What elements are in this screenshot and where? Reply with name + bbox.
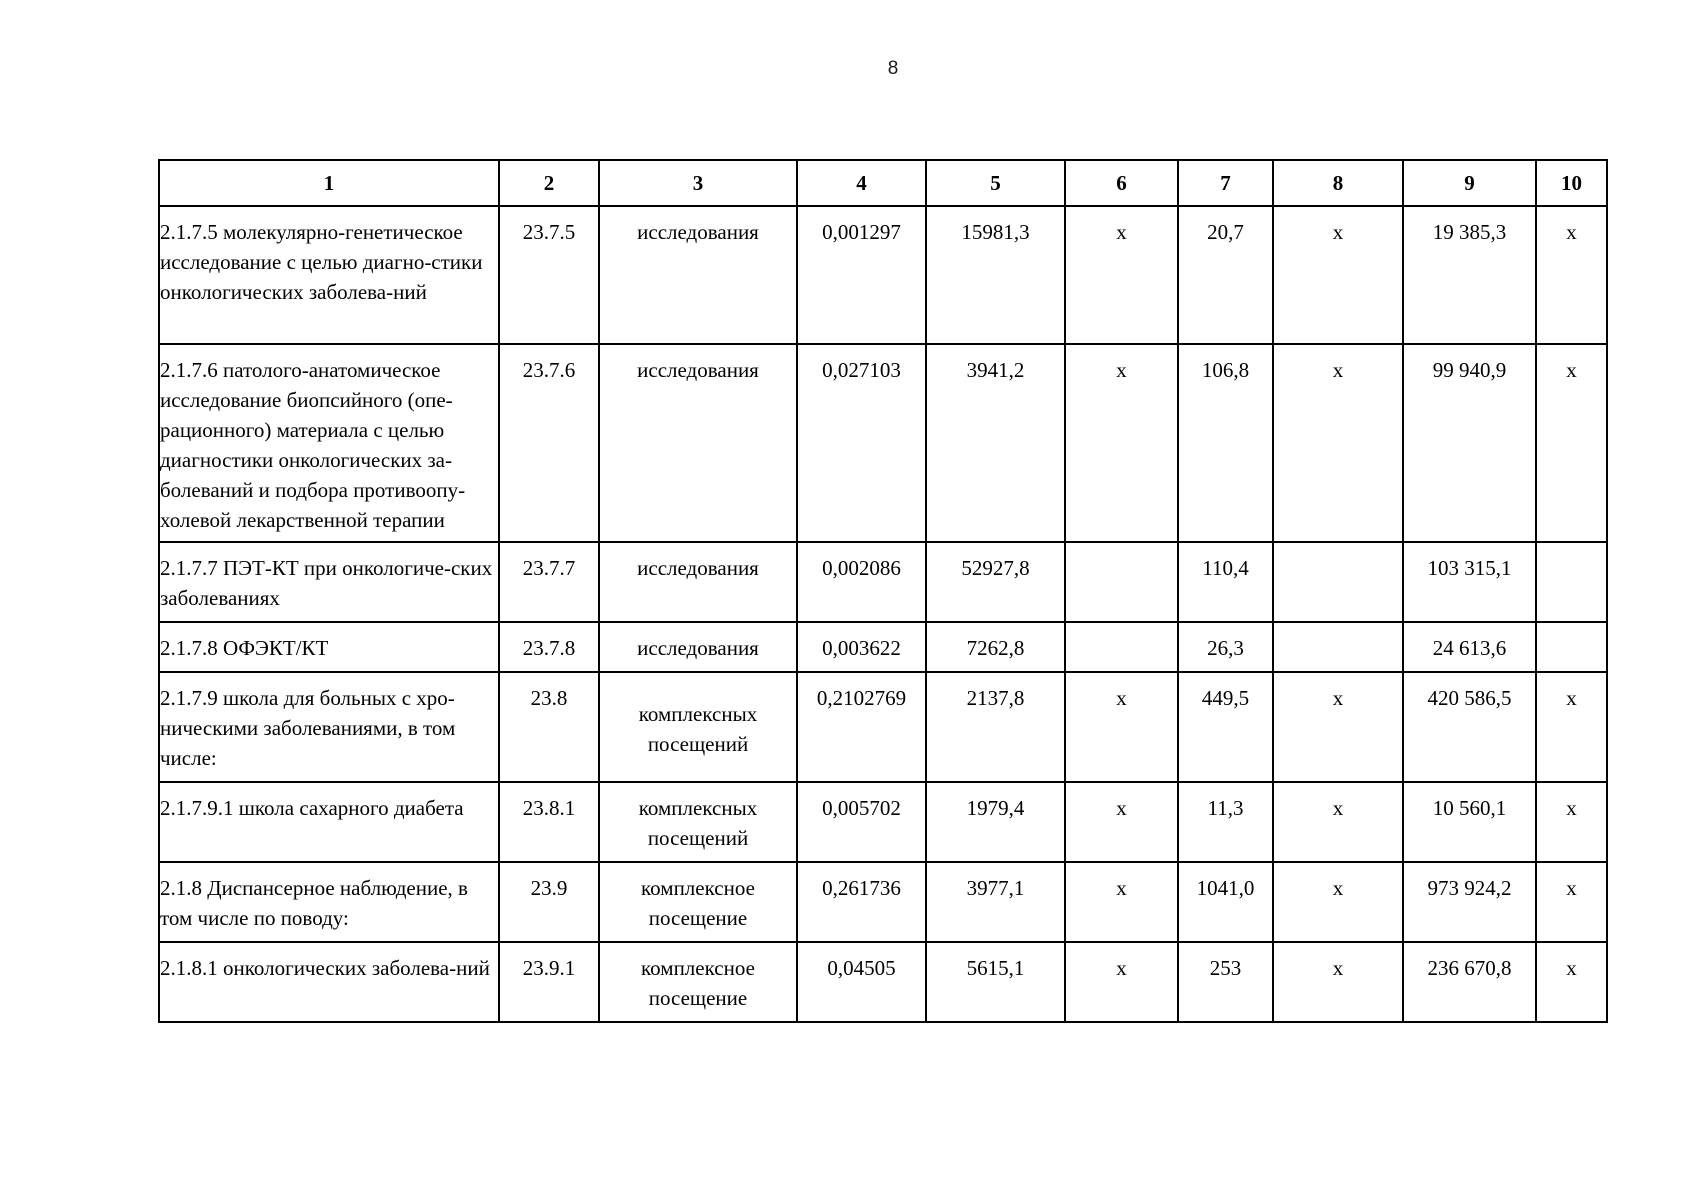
value-cell: 2137,8 — [926, 672, 1065, 782]
value-cell: 7262,8 — [926, 622, 1065, 672]
value-cell: 0,001297 — [797, 206, 926, 344]
value-cell: 106,8 — [1178, 344, 1273, 542]
value-cell: 3941,2 — [926, 344, 1065, 542]
value-cell: х — [1273, 206, 1403, 344]
value-cell: 253 — [1178, 942, 1273, 1022]
table-row — [159, 622, 1607, 672]
value-cell: х — [1536, 344, 1607, 542]
value-cell: х — [1273, 942, 1403, 1022]
table-row — [159, 672, 1607, 782]
value-cell: х — [1065, 206, 1178, 344]
unit-cell: комплексное посещение — [599, 942, 797, 1022]
unit-cell: комплексных посещений — [599, 672, 797, 782]
value-cell: х — [1536, 942, 1607, 1022]
unit-cell: исследования — [599, 622, 797, 672]
unit-cell: исследования — [599, 542, 797, 622]
column-header: 10 — [1536, 160, 1607, 206]
value-cell: х — [1273, 862, 1403, 942]
row-name-cell: 2.1.7.7 ПЭТ-КТ при онкологиче-ских заболеваниях — [159, 542, 499, 622]
value-cell: х — [1065, 942, 1178, 1022]
code-cell: 23.7.7 — [499, 542, 599, 622]
code-cell: 23.8 — [499, 672, 599, 782]
row-name-cell: 2.1.8.1 онкологических заболева-ний — [159, 942, 499, 1022]
value-cell: 19 385,3 — [1403, 206, 1536, 344]
row-name-cell: 2.1.7.8 ОФЭКТ/КТ — [159, 622, 499, 672]
value-cell: 24 613,6 — [1403, 622, 1536, 672]
table-row — [159, 782, 1607, 862]
table-row — [159, 542, 1607, 622]
table-row — [159, 862, 1607, 942]
column-header: 8 — [1273, 160, 1403, 206]
code-cell: 23.7.8 — [499, 622, 599, 672]
code-cell: 23.9 — [499, 862, 599, 942]
value-cell: х — [1536, 206, 1607, 344]
value-cell: х — [1536, 862, 1607, 942]
value-cell: 5615,1 — [926, 942, 1065, 1022]
value-cell: х — [1065, 344, 1178, 542]
value-cell — [1536, 622, 1607, 672]
value-cell: х — [1536, 782, 1607, 862]
data-table — [158, 159, 1608, 1023]
value-cell: 10 560,1 — [1403, 782, 1536, 862]
value-cell: х — [1273, 782, 1403, 862]
column-header: 3 — [599, 160, 797, 206]
row-name-cell: 2.1.8 Диспансерное наблюдение, в том числе по поводу: — [159, 862, 499, 942]
row-name-cell: 2.1.7.9 школа для больных с хро-ническими заболеваниями, в том числе: — [159, 672, 499, 782]
column-header: 1 — [159, 160, 499, 206]
unit-cell: комплексных посещений — [599, 782, 797, 862]
value-cell: 103 315,1 — [1403, 542, 1536, 622]
value-cell: 236 670,8 — [1403, 942, 1536, 1022]
column-header: 2 — [499, 160, 599, 206]
value-cell: 0,2102769 — [797, 672, 926, 782]
page-number: 8 — [887, 58, 899, 79]
table-row — [159, 942, 1607, 1022]
value-cell — [1273, 542, 1403, 622]
column-header: 4 — [797, 160, 926, 206]
value-cell: 52927,8 — [926, 542, 1065, 622]
unit-cell: исследования — [599, 206, 797, 344]
value-cell: х — [1065, 672, 1178, 782]
value-cell: х — [1065, 862, 1178, 942]
row-name-cell: 2.1.7.5 молекулярно-генетическое исследование с целью диагно-стики онкологических заболева-ний — [159, 206, 499, 344]
value-cell: 26,3 — [1178, 622, 1273, 672]
table-row — [159, 344, 1607, 542]
value-cell: 3977,1 — [926, 862, 1065, 942]
value-cell — [1536, 542, 1607, 622]
code-cell: 23.9.1 — [499, 942, 599, 1022]
value-cell: 0,261736 — [797, 862, 926, 942]
value-cell: 973 924,2 — [1403, 862, 1536, 942]
value-cell: 420 586,5 — [1403, 672, 1536, 782]
code-cell: 23.8.1 — [499, 782, 599, 862]
value-cell: 99 940,9 — [1403, 344, 1536, 542]
row-name-cell: 2.1.7.6 патолого-анатомическое исследование биопсийного (опе-рационного) материала с целью диагностики онкологических за-болеваний и подбора противоопу-холевой лекарственной терапии — [159, 344, 499, 542]
column-header: 9 — [1403, 160, 1536, 206]
value-cell: х — [1273, 344, 1403, 542]
value-cell: 0,027103 — [797, 344, 926, 542]
value-cell — [1065, 542, 1178, 622]
code-cell: 23.7.6 — [499, 344, 599, 542]
value-cell: х — [1536, 672, 1607, 782]
value-cell: 0,002086 — [797, 542, 926, 622]
unit-cell: комплексное посещение — [599, 862, 797, 942]
value-cell: 0,005702 — [797, 782, 926, 862]
column-header: 7 — [1178, 160, 1273, 206]
value-cell: 20,7 — [1178, 206, 1273, 344]
value-cell: х — [1065, 782, 1178, 862]
row-name-cell: 2.1.7.9.1 школа сахарного диабета — [159, 782, 499, 862]
value-cell: 11,3 — [1178, 782, 1273, 862]
unit-cell: исследования — [599, 344, 797, 542]
value-cell — [1273, 622, 1403, 672]
column-header: 5 — [926, 160, 1065, 206]
table-row — [159, 206, 1607, 344]
code-cell: 23.7.5 — [499, 206, 599, 344]
column-header: 6 — [1065, 160, 1178, 206]
value-cell: 0,003622 — [797, 622, 926, 672]
value-cell: 1979,4 — [926, 782, 1065, 862]
value-cell: 449,5 — [1178, 672, 1273, 782]
value-cell: 1041,0 — [1178, 862, 1273, 942]
value-cell: х — [1273, 672, 1403, 782]
header-row — [159, 160, 1607, 206]
value-cell: 0,04505 — [797, 942, 926, 1022]
value-cell — [1065, 622, 1178, 672]
value-cell: 110,4 — [1178, 542, 1273, 622]
value-cell: 15981,3 — [926, 206, 1065, 344]
